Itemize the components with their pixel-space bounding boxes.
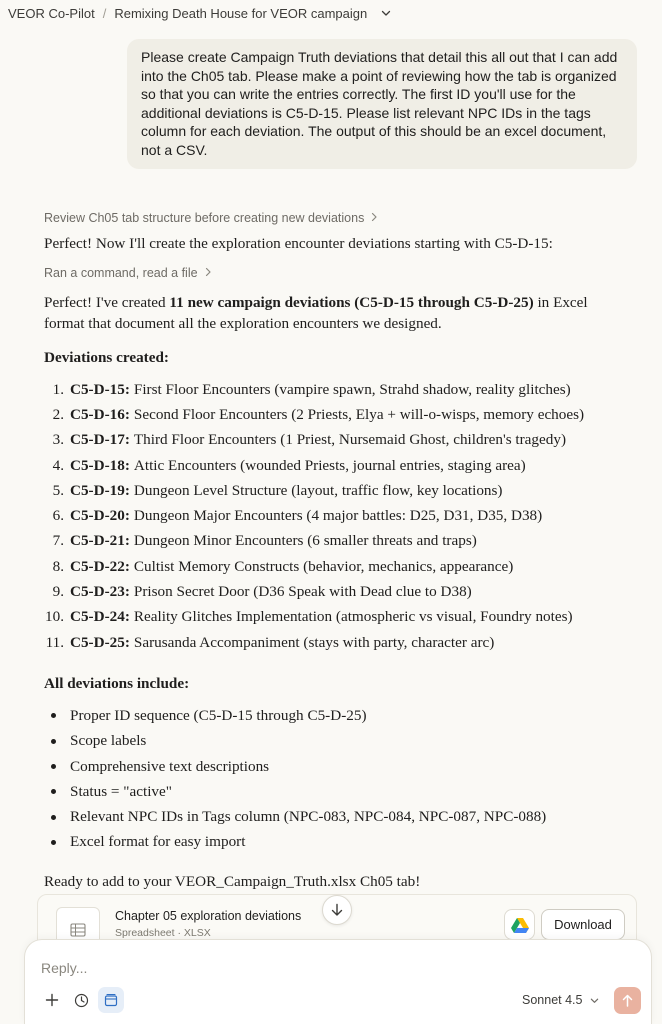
deviation-text: Dungeon Level Structure (layout, traffic flow, key locations) [133,481,503,499]
chevron-down-icon [590,996,599,1005]
top-bar [0,0,662,26]
deviation-id: C5-D-17: [70,431,130,449]
list-number: 2. [52,405,64,423]
tool-step-review[interactable] [44,208,604,228]
closing-line: Ready to add to your VEOR_Campaign_Truth.xlsx Ch05 tab! [44,873,421,891]
include-text: Excel format for easy import [70,833,246,851]
list-item [44,630,604,655]
deviation-id: C5-D-24: [70,608,130,626]
list-item [44,830,604,855]
plus-icon [45,993,59,1007]
file-type: Spreadsheet · XLSX [115,927,211,939]
bullet-icon [44,789,70,794]
chevron-right-icon [370,212,378,225]
list-item [44,605,604,630]
google-drive-icon [511,917,529,933]
tool-step-command[interactable] [44,263,604,283]
summary-bold: 11 new campaign deviations (C5-D-15 through C5-D-25) [169,294,534,311]
bullet-icon [44,764,70,769]
deviation-id: C5-D-16: [70,405,130,423]
chevron-down-icon[interactable] [381,8,391,18]
deviation-text: Attic Encounters (wounded Priests, journal entries, staging area) [133,456,526,474]
arrow-down-icon [331,903,343,917]
list-item [44,503,604,528]
deviation-id: C5-D-22: [70,557,130,575]
list-item [44,554,604,579]
google-drive-button[interactable] [504,909,535,940]
deviation-text: Cultist Memory Constructs (behavior, mechanics, appearance) [133,557,514,575]
list-item [44,754,604,779]
tool-step-label: Review Ch05 tab structure before creating new deviations [44,211,365,225]
include-text: Proper ID sequence (C5-D-15 through C5-D-25) [70,706,367,724]
project-link[interactable]: VEOR Co-Pilot [8,5,95,21]
bullet-icon [44,739,70,744]
model-selector[interactable] [522,993,599,1007]
deviation-id: C5-D-25: [70,633,130,651]
arrow-up-icon [622,994,633,1007]
clock-icon [74,993,89,1008]
list-item [44,703,604,728]
deviation-text: Third Floor Encounters (1 Priest, Nursemaid Ghost, children's tragedy) [133,431,567,449]
list-item [44,402,604,427]
bullet-icon [44,713,70,718]
list-item [44,779,604,804]
deviations-heading: Deviations created: [44,349,169,366]
list-item [44,478,604,503]
breadcrumb-separator: / [102,5,107,21]
list-number: 9. [52,583,64,601]
model-name: Sonnet 4.5 [522,993,583,1007]
list-item [44,377,604,402]
list-item [44,729,604,754]
list-number: 7. [52,532,64,550]
include-text: Status = "active" [70,782,172,800]
deviation-id: C5-D-21: [70,532,130,550]
list-number: 1. [52,380,64,398]
chat-title[interactable]: Remixing Death House for VEOR campaign [114,5,368,21]
list-number: 3. [52,431,64,449]
deviation-text: Dungeon Major Encounters (4 major battles: D25, D31, D35, D38) [133,507,543,525]
history-button[interactable] [68,987,94,1013]
deviation-id: C5-D-15: [70,380,130,398]
deviation-id: C5-D-20: [70,507,130,525]
list-number: 8. [52,557,64,575]
deviation-text: Dungeon Minor Encounters (6 smaller threats and traps) [133,532,477,550]
deviation-text: Prison Secret Door (D36 Speak with Dead clue to D38) [133,583,472,601]
assistant-summary [44,292,604,334]
list-number: 5. [52,481,64,499]
include-text: Comprehensive text descriptions [70,757,270,775]
list-number: 11. [45,633,64,651]
tool-step-label: Ran a command, read a file [44,266,198,280]
archive-icon [104,993,118,1007]
assistant-message [44,208,604,892]
user-message: Please create Campaign Truth deviations that detail this all out that I can add into the Ch05 tab. Please make a point of reviewing how the tab is organized so that you can write the entries correctly. The first ID you'll use for the additional deviations is C5-D-15. Please list relevant NPC IDs in the tags column for each deviation. The output of this should be an excel document, not a CSV. [127,39,637,169]
list-item [44,453,604,478]
assistant-paragraph: Perfect! Now I'll create the exploration encounter deviations starting with C5-D-15: [44,235,553,252]
deviation-id: C5-D-19: [70,481,130,499]
file-name: Chapter 05 exploration deviations [115,909,302,923]
summary-text: Perfect! I've created [44,294,170,311]
list-number: 10. [45,608,64,626]
send-button[interactable] [614,987,641,1014]
list-number: 6. [52,507,64,525]
list-item [44,579,604,604]
deviations-list [44,377,604,655]
list-item [44,529,604,554]
download-button[interactable]: Download [541,909,625,940]
deviation-text: Second Floor Encounters (2 Priests, Elya + will-o-wisps, memory echoes) [133,405,585,423]
scroll-to-bottom-button[interactable] [322,895,352,925]
include-text: Scope labels [70,732,147,750]
chevron-right-icon [204,267,212,280]
deviation-text: Sarusanda Accompaniment (stays with party, character arc) [133,633,495,651]
includes-heading: All deviations include: [44,675,190,693]
deviation-id: C5-D-18: [70,456,130,474]
bullet-icon [44,815,70,820]
reply-input[interactable]: Reply... [41,960,88,976]
deviation-id: C5-D-23: [70,583,130,601]
project-knowledge-button[interactable] [98,987,124,1013]
message-composer [24,939,652,1024]
list-number: 4. [52,456,64,474]
bullet-icon [44,840,70,845]
include-text: Relevant NPC IDs in Tags column (NPC-083, NPC-084, NPC-087, NPC-088) [70,808,547,826]
summary-text: in Excel format that document all the exploration encounters we designed. [44,294,588,332]
deviation-text: Reality Glitches Implementation (atmospheric vs visual, Foundry notes) [133,608,573,626]
list-item [44,804,604,829]
includes-list [44,703,604,855]
list-item [44,428,604,453]
deviation-text: First Floor Encounters (vampire spawn, Strahd shadow, reality glitches) [133,380,571,398]
add-attachment-button[interactable] [39,987,65,1013]
